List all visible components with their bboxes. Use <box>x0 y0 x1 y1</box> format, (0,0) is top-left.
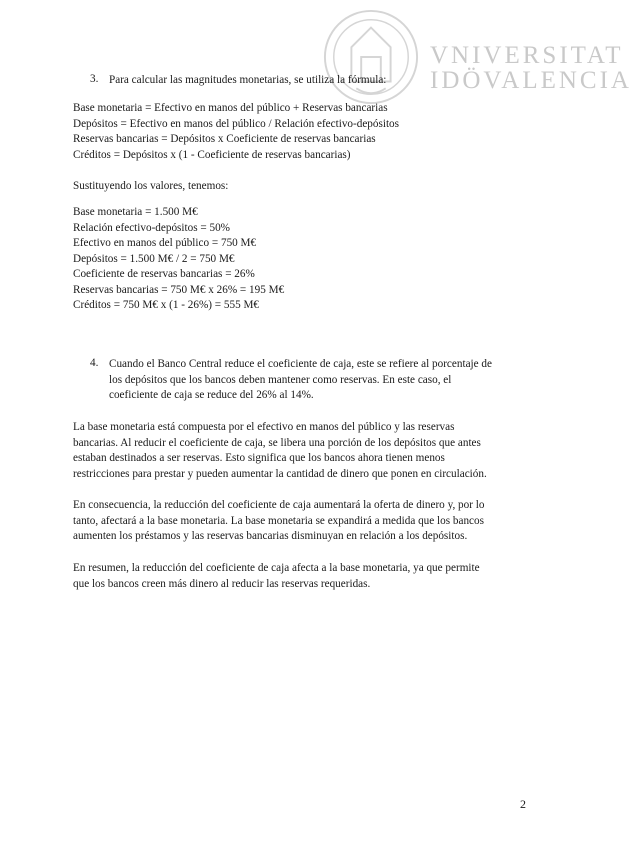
value-line: Base monetaria = 1.500 M€ <box>73 206 198 218</box>
logo-text-line1: VNIVERSITAT <box>430 42 624 69</box>
formula-line: Base monetaria = Efectivo en manos del público + Reservas bancarias <box>73 102 388 114</box>
page-number: 2 <box>520 797 526 811</box>
paragraph-line: que los bancos creen más dinero al reducir las reservas requeridas. <box>73 577 371 590</box>
paragraph-line: estaban destinados a ser reservas. Esto significa que los bancos ahora tienen menos <box>73 452 445 464</box>
formula-list <box>73 101 533 163</box>
paragraph-line: restricciones para prestar y pueden aumentar la cantidad de dinero que ponen en circulación. <box>73 467 487 480</box>
value-list <box>73 205 533 314</box>
formula-line: Depósitos = Efectivo en manos del público / Relación efectivo-depósitos <box>73 117 400 130</box>
item4-line: Cuando el Banco Central reduce el coeficiente de caja, este se refiere al porcentaje de <box>109 358 492 370</box>
value-line: Efectivo en manos del público = 750 M€ <box>73 237 257 249</box>
substitution-intro: Sustituyendo los valores, tenemos: <box>73 180 229 192</box>
paragraph-resumen <box>73 561 533 592</box>
paragraph-line: En consecuencia, la reducción del coeficiente de caja aumentará la oferta de dinero y, por lo <box>73 499 485 511</box>
paragraph-line: La base monetaria está compuesta por el efectivo en manos del público y las reservas <box>73 421 455 433</box>
item4-line: coeficiente de caja se reduce del 26% al 14%. <box>109 389 314 401</box>
item3-intro: Para calcular las magnitudes monetarias, se utiliza la fórmula: <box>109 74 387 86</box>
paragraph-line: bancarias. Al reducir el coeficiente de caja, se libera una porción de los depósitos que antes <box>73 436 481 449</box>
value-line: Relación efectivo-depósitos = 50% <box>73 221 230 234</box>
item4-line: los depósitos que los bancos deben mantener como reservas. En este caso, el <box>109 373 452 386</box>
value-line: Coeficiente de reservas bancarias = 26% <box>73 268 255 280</box>
item-number-4: 4. <box>90 357 99 369</box>
item4-text <box>109 357 539 404</box>
value-line: Depósitos = 1.500 M€ / 2 = 750 M€ <box>73 252 235 265</box>
formula-line: Reservas bancarias = Depósitos x Coeficiente de reservas bancarias <box>73 133 376 145</box>
value-line: Reservas bancarias = 750 M€ x 26% = 195 M€ <box>73 283 285 296</box>
university-seal-icon <box>322 8 420 106</box>
paragraph-line: En resumen, la reducción del coeficiente de caja afecta a la base monetaria, ya que permite <box>73 562 480 574</box>
paragraph-consecuencia <box>73 498 533 545</box>
value-line: Créditos = 750 M€ x (1 - 26%) = 555 M€ <box>73 299 260 311</box>
logo-text-line2: IDÖVALENCIA <box>430 67 632 94</box>
paragraph-base-monetaria <box>73 420 533 482</box>
formula-line: Créditos = Depósitos x (1 - Coeficiente de reservas bancarias) <box>73 148 351 161</box>
item-number-3: 3. <box>90 73 99 85</box>
paragraph-line: tanto, afectará a la base monetaria. La base monetaria se expandirá a medida que los bancos <box>73 514 484 527</box>
paragraph-line: aumenten los préstamos y las reservas bancarias disminuyan en relación a los depósitos. <box>73 530 468 542</box>
